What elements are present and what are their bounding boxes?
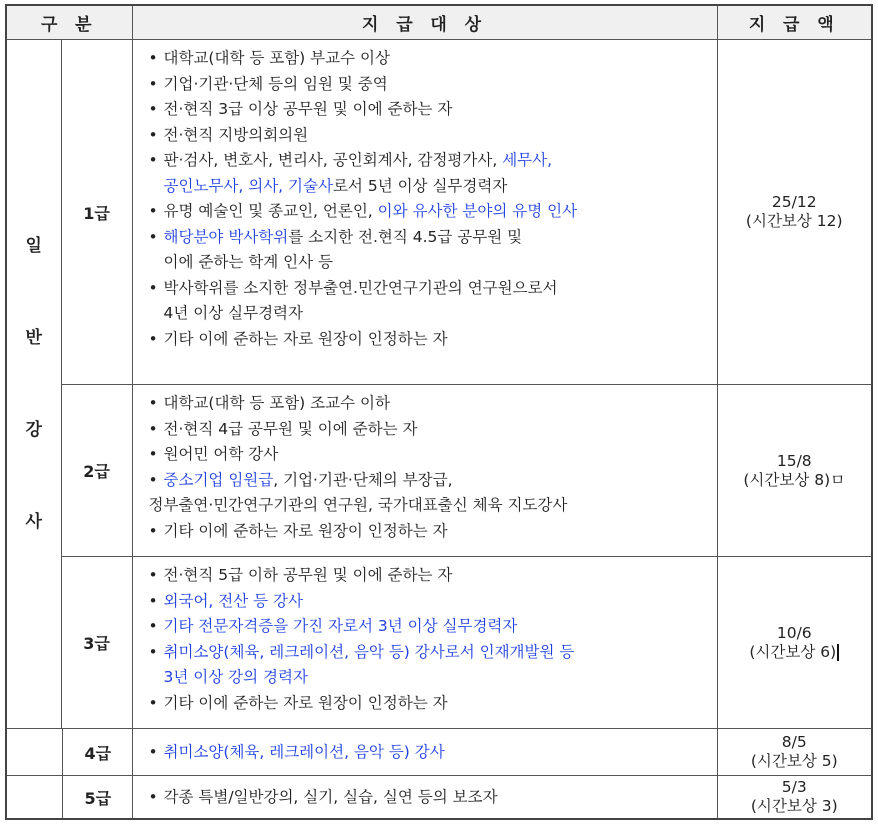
item-text: 각종 특별/일반강의, 실기, 실습, 실연 등의 보조자	[163, 787, 498, 806]
list-item: • 기타 이에 준하는 자로 원장이 인정하는 자	[148, 521, 448, 540]
list-item: • 외국어, 전산 등 강사	[148, 591, 303, 610]
payment-table	[5, 4, 873, 820]
item-text: 로서 5년 이상 실무경력자	[332, 176, 508, 195]
amount-sub: (시간보상 6)	[749, 642, 837, 661]
grade-row-2	[6, 385, 872, 557]
list-item: • 기타 이에 준하는 자로 원장이 인정하는 자	[148, 329, 448, 348]
list-item: • 기업·기관·단체 등의 임원 및 중역	[148, 74, 388, 93]
item-text: , 기업·기관·단체의 부장급,	[273, 470, 453, 489]
item-text: 전·현직 지방의회의원	[163, 125, 309, 144]
item-text: 이에 준하는 학계 인사 등	[163, 253, 333, 271]
list-item: • 전·현직 3급 이상 공무원 및 이에 준하는 자	[148, 100, 453, 118]
list-item: • 판·검사, 변호사, 변리사, 공인회계사, 감정평가사, 세무사, 공인노무사, 의사, 기술사로서 5년 이상 실무경력자	[148, 151, 553, 195]
list-item: • 각종 특별/일반강의, 실기, 실습, 실연 등의 보조자	[148, 787, 498, 806]
header-category: 구 분	[6, 5, 132, 40]
items-cell	[132, 557, 717, 729]
item-text-highlight: 외국어, 전산 등 강사	[163, 591, 303, 610]
item-text-highlight: 공인노무사, 의사, 기술사	[163, 176, 333, 195]
header-row	[6, 5, 872, 40]
item-text: 를 소지한 전.현직 4.5급 공무원 및	[288, 227, 523, 246]
grade-cell-5	[6, 776, 132, 820]
amount-main: 25/12	[771, 193, 817, 211]
grade-label: 5급	[84, 788, 112, 808]
list-item: • 전·현직 지방의회의원	[148, 125, 309, 144]
item-text: 기타 이에 준하는 자로 원장이 인정하는 자	[163, 521, 448, 540]
grade-row-3	[6, 557, 872, 729]
list-item: • 기타 이에 준하는 자로 원장이 인정하는 자	[148, 693, 448, 712]
grade-label: 1급	[61, 40, 132, 385]
items-cell	[132, 729, 717, 776]
text-cursor	[837, 644, 839, 661]
list-item: • 원어민 어학 강사	[148, 445, 279, 463]
item-text-highlight: 세무사,	[502, 151, 553, 169]
amount-sub: (시간보상 8)ㅁ	[743, 470, 846, 489]
grade-row-1	[6, 40, 872, 385]
header-amount: 지 급 액	[717, 5, 872, 40]
amount-cell	[717, 729, 872, 776]
item-text: 4년 이상 실무경력자	[163, 304, 304, 322]
amount-main: 5/3	[781, 778, 807, 796]
item-text-highlight: 기타 전문자격증을 가진 자로서 3년 이상 실무경력자	[163, 617, 518, 635]
amount-sub: (시간보상 12)	[745, 212, 843, 230]
item-text: 판·검사, 변호사, 변리사, 공인회계사, 감정평가사,	[163, 151, 503, 169]
item-text: 기타 이에 준하는 자로 원장이 인정하는 자	[163, 693, 448, 712]
item-text: 전·현직 5급 이하 공무원 및 이에 준하는 자	[163, 566, 453, 584]
item-text: 기업·기관·단체 등의 임원 및 중역	[163, 74, 388, 93]
list-item: • 취미소양(체육, 레크레이션, 음악 등) 강사로서 인재개발원 등 3년 이상 강의 경력자	[149, 640, 711, 691]
items-cell	[132, 385, 717, 557]
item-text: 원어민 어학 강사	[163, 445, 279, 463]
item-text-highlight: 취미소양(체육, 레크레이션, 음악 등) 강사	[163, 742, 445, 761]
list-item: • 대학교(대학 등 포함) 조교수 이하	[148, 394, 390, 412]
item-text-highlight: 중소기업 임원급	[163, 470, 274, 489]
amount-cell	[717, 557, 872, 729]
list-item: • 대학교(대학 등 포함) 부교수 이상	[148, 49, 390, 67]
category-char: 강	[25, 420, 42, 440]
category-char: 사	[25, 512, 42, 532]
category-char: 반	[25, 328, 42, 348]
amount-sub: (시간보상 5)	[750, 752, 838, 770]
item-text: 전·현직 3급 이상 공무원 및 이에 준하는 자	[163, 100, 453, 118]
list-item: • 취미소양(체육, 레크레이션, 음악 등) 강사	[148, 742, 445, 761]
items-cell	[132, 40, 717, 385]
list-item: • 유명 예술인 및 종교인, 언론인, 이와 유사한 분야의 유명 인사	[148, 202, 578, 220]
item-text: 대학교(대학 등 포함) 조교수 이하	[163, 394, 390, 412]
list-item: • 박사학위를 소지한 정부출연.민간연구기관의 연구원으로서 4년 이상 실무경력자	[149, 276, 711, 327]
amount-main: 15/8	[776, 451, 812, 470]
item-text: 정부출연·민간연구기관의 연구원, 국가대표출신 체육 지도강사	[148, 496, 568, 514]
amount-sub: (시간보상 3)	[750, 797, 838, 815]
item-text-highlight: 취미소양(체육, 레크레이션, 음악 등) 강사로서 인재개발원 등	[163, 642, 575, 661]
grade-label: 4급	[84, 743, 112, 763]
list-item: • 중소기업 임원급, 기업·기관·단체의 부장급, 정부출연·민간연구기관의 연구원, 국가대표출신 체육 지도강사	[149, 468, 711, 519]
grade-subtable	[7, 729, 133, 775]
grade-row-4	[6, 729, 872, 776]
item-text: 대학교(대학 등 포함) 부교수 이상	[163, 49, 390, 67]
grade-label: 3급	[61, 557, 132, 729]
header-targets: 지 급 대 상	[132, 5, 717, 40]
amount-main: 8/5	[781, 733, 807, 751]
amount-cell	[717, 40, 872, 385]
item-text-highlight: 이와 유사한 분야의 유명 인사	[377, 202, 578, 220]
grade-label: 2급	[61, 385, 132, 557]
item-text: 유명 예술인 및 종교인, 언론인,	[163, 202, 378, 220]
item-text-highlight: 해당분야 박사학위	[163, 227, 289, 246]
amount-main: 10/6	[776, 623, 812, 642]
grade-subtable	[7, 776, 133, 818]
category-cell	[6, 40, 61, 729]
amount-cell	[717, 776, 872, 820]
grade-cell-4	[6, 729, 132, 776]
item-text: 박사학위를 소지한 정부출연.민간연구기관의 연구원으로서	[163, 278, 558, 297]
items-cell	[132, 776, 717, 820]
list-item: • 전·현직 4급 공무원 및 이에 준하는 자	[148, 419, 418, 438]
grade-row-5	[6, 776, 872, 820]
item-text: 전·현직 4급 공무원 및 이에 준하는 자	[163, 419, 418, 438]
item-text: 기타 이에 준하는 자로 원장이 인정하는 자	[163, 329, 448, 348]
amount-cell	[717, 385, 872, 557]
category-char: 일	[25, 236, 42, 256]
list-item: • 해당분야 박사학위를 소지한 전.현직 4.5급 공무원 및 이에 준하는 학계 인사 등	[149, 225, 711, 276]
list-item: • 전·현직 5급 이하 공무원 및 이에 준하는 자	[148, 566, 453, 584]
list-item: • 기타 전문자격증을 가진 자로서 3년 이상 실무경력자	[148, 617, 518, 635]
item-text-highlight: 3년 이상 강의 경력자	[163, 668, 308, 686]
